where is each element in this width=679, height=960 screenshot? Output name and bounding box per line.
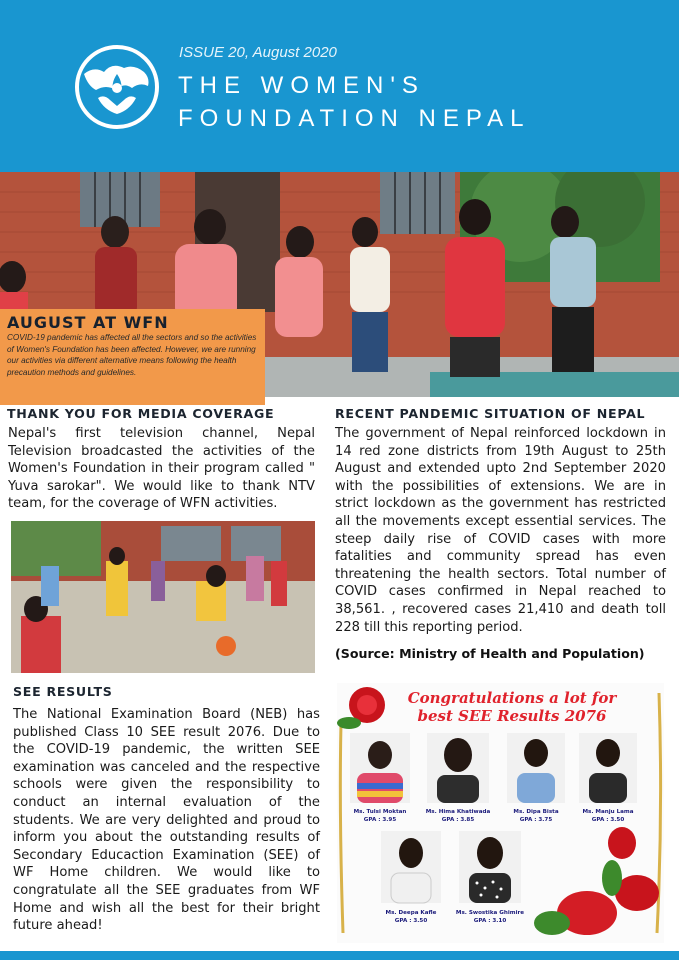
student-portrait-1: [350, 733, 410, 803]
congrats-title-line1: Congratulations a lot for: [407, 689, 617, 707]
student-gpa: GPA : 3.85: [441, 817, 475, 823]
see-heading: SEE RESULTS: [13, 684, 113, 699]
student-portrait-6: [459, 831, 521, 903]
girls-playing-photo: [11, 521, 315, 673]
pandemic-heading: RECENT PANDEMIC SITUATION OF NEPAL: [335, 406, 646, 421]
student-gpa: GPA : 3.10: [473, 918, 507, 924]
student-name: Ms. Dipa Bista: [513, 809, 559, 815]
student-name: Ms. Hima Khatiwada: [425, 809, 491, 815]
august-title: AUGUST AT WFN: [7, 313, 169, 332]
student-name: Ms. Deepa Kafle: [385, 910, 437, 916]
see-body: The National Examination Board (NEB) has published Class 10 SEE result 2076. Due to the COVID-19 pandemic, the written SEE examination was canceled and the respective schools were given the responsibility to conduct an internal evaluation of the students. We are very delighted and proud to inform you about the outstanding results of Secondary Educaction Examination (SEE) of WF Home children. We would like to congratulate all the SEE graduates from WF Home and wish all the best for their bright future ahead!: [13, 707, 320, 934]
student-gpa: GPA : 3.50: [394, 918, 428, 924]
issue-label: ISSUE 20, August 2020: [179, 44, 337, 61]
student-name: Ms. Manju Lama: [582, 809, 634, 815]
august-body: COVID-19 pandemic has affected all the sectors and so the activities of Women's Foundation has been affected. However, we are running our activities via different alternative means following the health precaution methods and guidelines.: [7, 333, 257, 377]
wfn-logo-icon: [74, 44, 160, 130]
august-overlay-box: [0, 309, 265, 405]
student-gpa: GPA : 3.75: [519, 817, 553, 823]
student-gpa: GPA : 3.50: [591, 817, 625, 823]
basketball-photo: [11, 521, 315, 673]
media-heading: THANK YOU FOR MEDIA COVERAGE: [7, 406, 275, 421]
org-name-line2: FOUNDATION NEPAL: [178, 105, 531, 132]
congrats-graphic: [337, 683, 664, 943]
student-portrait-2: [427, 733, 489, 803]
student-gpa: GPA : 3.95: [363, 817, 397, 823]
footer-bar: [0, 951, 679, 960]
newsletter-header: [0, 0, 679, 172]
student-portrait-4: [579, 733, 637, 803]
org-name-line1: THE WOMEN'S: [178, 72, 425, 99]
congrats-title-line2: best SEE Results 2076: [417, 707, 607, 725]
pandemic-source: (Source: Ministry of Health and Population): [335, 646, 645, 661]
student-portrait-5: [381, 831, 441, 903]
media-body: Nepal's first television channel, Nepal Television broadcasted the activities of the Women's Foundation in their program called " Yuva sarokar". We would like to thank NTV team, for the coverage of WFN activities.: [8, 426, 315, 512]
congrats-poster: [337, 683, 664, 943]
pandemic-body: The government of Nepal reinforced lockdown in 14 red zone districts from 19th August to 25th August and extended upto 2nd September 2020 with the possibilities of extensions. We are in strict lockdown as the government has restricted all the movements except essential services. The steep daily rise of COVID cases with more fatalities and community spread has even threatening the health sectors. Total number of COVID cases confirmed in Nepal reached to 38,561. , recovered cases 21,410 and death toll 228 till this reporting period.: [335, 426, 666, 635]
student-name: Ms. Swostika Ghimire: [455, 910, 525, 916]
student-portrait-3: [507, 733, 565, 803]
student-name: Ms. Tulsi Moktan: [353, 809, 407, 815]
